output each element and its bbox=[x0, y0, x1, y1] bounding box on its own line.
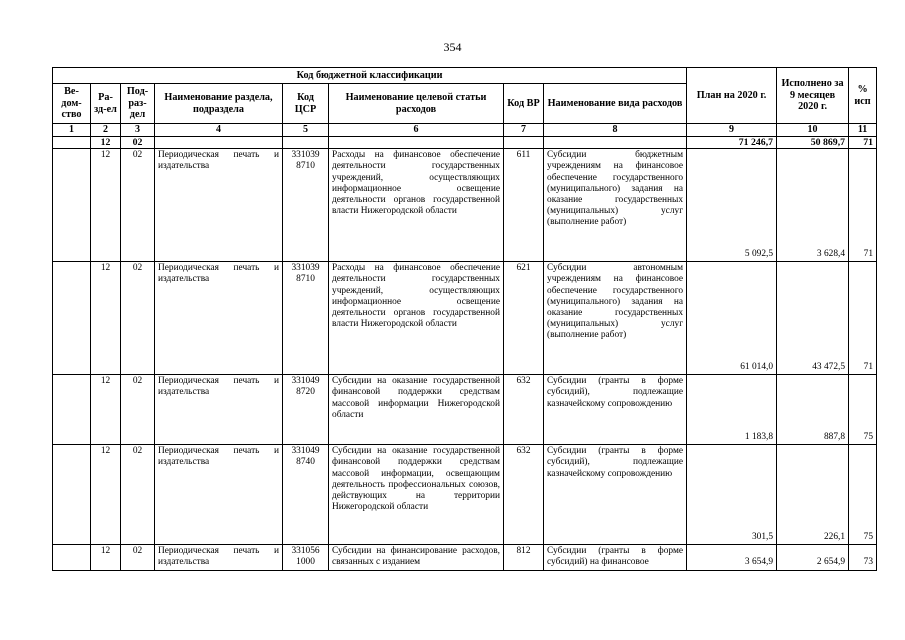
cell-target-name: Расходы на финансовое обеспечение деятельности государственных учреждений, осуществляющих информационное освещение деятельности органов государственной власти Нижегородской области bbox=[329, 149, 504, 262]
cell-plan: 1 183,8 bbox=[687, 375, 777, 445]
cell-podrazdel: 02 bbox=[121, 545, 155, 570]
cell-target-name: Субсидии на оказание государственной финансовой поддержки средствам массовой информации, освещающим деятельность профессиональных союзов, действующих на территории Нижегородской области bbox=[329, 445, 504, 545]
summary-ved bbox=[53, 136, 91, 149]
cell-target-name: Субсидии на оказание государственной финансовой поддержки средствам массовой информации Нижегородской области bbox=[329, 375, 504, 445]
cell-plan: 61 014,0 bbox=[687, 262, 777, 375]
column-number: 3 bbox=[121, 124, 155, 137]
column-number: 9 bbox=[687, 124, 777, 137]
header-group-row bbox=[53, 68, 877, 84]
column-number: 8 bbox=[544, 124, 687, 137]
cell-target-name: Расходы на финансовое обеспечение деятельности государственных учреждений, осуществляющих информационное освещение деятельности органов государственной власти Нижегородской области bbox=[329, 262, 504, 375]
header-razdel-name: Наименование раздела, подраздела bbox=[155, 84, 283, 124]
cell-csr: 331039 8710 bbox=[283, 149, 329, 262]
column-number: 1 bbox=[53, 124, 91, 137]
cell-razdel: 12 bbox=[91, 545, 121, 570]
cell-plan: 301,5 bbox=[687, 445, 777, 545]
cell-vr: 812 bbox=[504, 545, 544, 570]
cell-section-name: Периодическая печать и издательства bbox=[155, 445, 283, 545]
header-done: Исполнено за 9 месяцев 2020 г. bbox=[777, 68, 849, 124]
cell-razdel: 12 bbox=[91, 375, 121, 445]
cell-done: 43 472,5 bbox=[777, 262, 849, 375]
budget-table bbox=[52, 67, 877, 571]
cell-vr: 632 bbox=[504, 445, 544, 545]
cell-section-name: Периодическая печать и издательства bbox=[155, 545, 283, 570]
header-ved: Ве-дом-ство bbox=[53, 84, 91, 124]
summary-empty bbox=[283, 136, 329, 149]
table-row bbox=[53, 149, 877, 262]
cell-done: 3 628,4 bbox=[777, 149, 849, 262]
cell-podrazdel: 02 bbox=[121, 375, 155, 445]
column-number-row bbox=[53, 124, 877, 137]
column-number: 2 bbox=[91, 124, 121, 137]
column-number: 10 bbox=[777, 124, 849, 137]
cell-target-name: Субсидии на финансирование расходов, связанных с изданием bbox=[329, 545, 504, 570]
header-vr: Код ВР bbox=[504, 84, 544, 124]
header-razdel: Ра-зд-ел bbox=[91, 84, 121, 124]
table-row bbox=[53, 375, 877, 445]
column-number: 7 bbox=[504, 124, 544, 137]
cell-csr: 331039 8710 bbox=[283, 262, 329, 375]
cell-vr-name: Субсидии (гранты в форме субсидий) на финансовое bbox=[544, 545, 687, 570]
summary-pct: 71 bbox=[849, 136, 877, 149]
header-podrazdel: Под-раз-дел bbox=[121, 84, 155, 124]
cell-pct: 73 bbox=[849, 545, 877, 570]
table-row bbox=[53, 262, 877, 375]
cell-razdel: 12 bbox=[91, 262, 121, 375]
cell-vr: 611 bbox=[504, 149, 544, 262]
cell-podrazdel: 02 bbox=[121, 445, 155, 545]
summary-empty bbox=[329, 136, 504, 149]
cell-ved bbox=[53, 375, 91, 445]
header-plan: План на 2020 г. bbox=[687, 68, 777, 124]
cell-csr: 331049 8720 bbox=[283, 375, 329, 445]
cell-plan: 3 654,9 bbox=[687, 545, 777, 570]
cell-done: 2 654,9 bbox=[777, 545, 849, 570]
summary-row bbox=[53, 136, 877, 149]
cell-razdel: 12 bbox=[91, 445, 121, 545]
column-number: 6 bbox=[329, 124, 504, 137]
cell-ved bbox=[53, 262, 91, 375]
summary-empty bbox=[504, 136, 544, 149]
summary-razdel: 12 bbox=[91, 136, 121, 149]
header-target-name: Наименование целевой статьи расходов bbox=[329, 84, 504, 124]
cell-ved bbox=[53, 545, 91, 570]
table-row bbox=[53, 445, 877, 545]
cell-vr: 632 bbox=[504, 375, 544, 445]
cell-razdel: 12 bbox=[91, 149, 121, 262]
cell-podrazdel: 02 bbox=[121, 149, 155, 262]
header-vr-name: Наименование вида расходов bbox=[544, 84, 687, 124]
cell-vr-name: Субсидии (гранты в форме субсидий), подлежащие казначейскому сопровождению bbox=[544, 375, 687, 445]
cell-csr: 331049 8740 bbox=[283, 445, 329, 545]
summary-done: 50 869,7 bbox=[777, 136, 849, 149]
cell-section-name: Периодическая печать и издательства bbox=[155, 149, 283, 262]
cell-pct: 75 bbox=[849, 445, 877, 545]
summary-empty bbox=[155, 136, 283, 149]
cell-vr-name: Субсидии автономным учреждениям на финансовое обеспечение государственного (муниципального) задания на оказание государственных (муниципальных) услуг (выполнение работ) bbox=[544, 262, 687, 375]
cell-vr-name: Субсидии (гранты в форме субсидий), подлежащие казначейскому сопровождению bbox=[544, 445, 687, 545]
cell-section-name: Периодическая печать и издательства bbox=[155, 375, 283, 445]
cell-vr: 621 bbox=[504, 262, 544, 375]
page-number: 354 bbox=[443, 40, 462, 54]
group-header: Код бюджетной классификации bbox=[53, 68, 687, 84]
cell-pct: 75 bbox=[849, 375, 877, 445]
cell-podrazdel: 02 bbox=[121, 262, 155, 375]
cell-done: 887,8 bbox=[777, 375, 849, 445]
header-pct: % исп bbox=[849, 68, 877, 124]
cell-csr: 331056 1000 bbox=[283, 545, 329, 570]
header-csr: Код ЦСР bbox=[283, 84, 329, 124]
summary-plan: 71 246,7 bbox=[687, 136, 777, 149]
cell-pct: 71 bbox=[849, 149, 877, 262]
summary-podrazdel: 02 bbox=[121, 136, 155, 149]
cell-section-name: Периодическая печать и издательства bbox=[155, 262, 283, 375]
summary-empty bbox=[544, 136, 687, 149]
cell-vr-name: Субсидии бюджетным учреждениям на финансовое обеспечение государственного (муниципального) задания на оказание государственных (муниципальных) услуг (выполнение работ) bbox=[544, 149, 687, 262]
table-row bbox=[53, 545, 877, 570]
cell-done: 226,1 bbox=[777, 445, 849, 545]
column-number: 4 bbox=[155, 124, 283, 137]
cell-pct: 71 bbox=[849, 262, 877, 375]
cell-plan: 5 092,5 bbox=[687, 149, 777, 262]
cell-ved bbox=[53, 149, 91, 262]
column-number: 11 bbox=[849, 124, 877, 137]
column-number: 5 bbox=[283, 124, 329, 137]
cell-ved bbox=[53, 445, 91, 545]
